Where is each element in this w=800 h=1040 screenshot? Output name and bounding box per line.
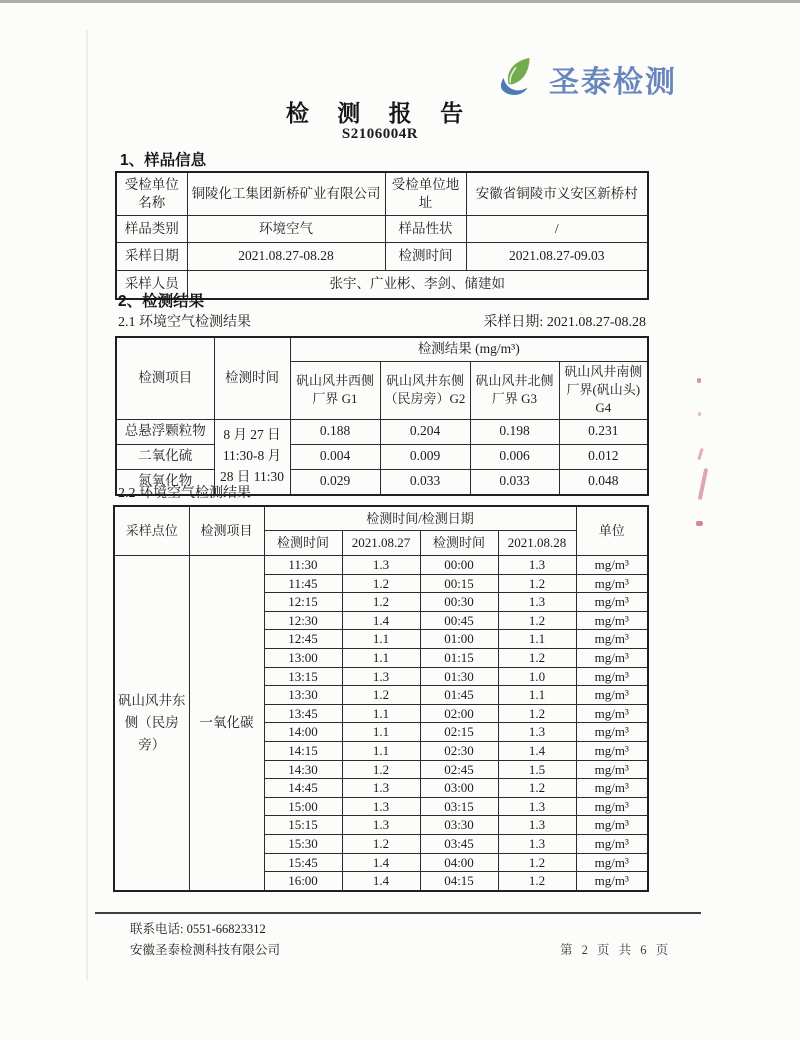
value-cell: 1.2 [498,574,576,593]
time-cell: 04:00 [420,853,498,872]
sub-header-date: 2021.08.28 [498,531,576,556]
time-cell: 02:00 [420,704,498,723]
value-cell: 0.204 [380,419,470,444]
col-header-item: 检测项目 [116,337,214,419]
unit-cell: mg/m³ [576,611,648,630]
value-cell: 1.3 [498,816,576,835]
value-cell: 1.3 [498,556,576,575]
parameter-cell: 总悬浮颗粒物 [116,419,214,444]
field-value: 铜陵化工集团新桥矿业有限公司 [187,172,385,216]
value-cell: 0.188 [290,419,380,444]
value-cell: 1.1 [498,686,576,705]
time-cell: 02:45 [420,760,498,779]
time-cell: 02:30 [420,741,498,760]
field-label: 检测时间 [385,243,466,271]
time-cell: 00:30 [420,593,498,612]
col-header-time: 检测时间 [214,337,290,419]
value-cell: 1.4 [342,611,420,630]
unit-cell: mg/m³ [576,872,648,891]
value-cell: 1.3 [342,779,420,798]
table-row [116,419,648,444]
value-cell: 1.3 [498,797,576,816]
value-cell: 0.033 [380,469,470,495]
value-cell: 1.2 [342,686,420,705]
unit-cell: mg/m³ [576,556,648,575]
time-cell: 04:15 [420,872,498,891]
time-cell: 00:15 [420,574,498,593]
time-cell: 03:30 [420,816,498,835]
footer-divider [95,912,701,914]
value-cell: 1.2 [342,834,420,853]
value-cell: 1.1 [342,723,420,742]
time-cell: 14:30 [264,760,342,779]
sub21-heading: 2.1 环境空气检测结果 [118,315,251,330]
value-cell: 1.1 [498,630,576,649]
value-cell: 1.3 [342,556,420,575]
parameter-cell: 一氧化碳 [189,556,264,891]
unit-cell: mg/m³ [576,779,648,798]
unit-cell: mg/m³ [576,574,648,593]
time-cell: 13:00 [264,648,342,667]
value-cell: 0.009 [380,444,470,469]
report-title: 检 测 报 告 [285,100,475,126]
parameter-cell: 氮氧化物 [116,469,214,495]
time-cell: 13:45 [264,704,342,723]
location-header: 矾山风井西侧厂界 G1 [290,362,380,420]
sub-header-time: 检测时间 [420,531,498,556]
time-cell: 01:30 [420,667,498,686]
value-cell: 1.1 [342,741,420,760]
time-cell: 00:00 [420,556,498,575]
parameter-cell: 二氧化硫 [116,444,214,469]
table22-body [114,556,648,891]
ink-bleed-mark [696,521,703,526]
co-time-series-table [113,505,649,892]
table-row [116,243,648,271]
field-value: 环境空气 [187,216,385,243]
value-cell: 1.2 [498,648,576,667]
field-label: 受检单位地址 [385,172,466,216]
time-range-cell: 8 月 27 日 11:30-8 月 28 日 11:30 [214,419,290,495]
value-cell: 1.1 [342,648,420,667]
time-cell: 01:45 [420,686,498,705]
table-row [116,444,648,469]
sample-info-table [115,171,649,300]
col-header-result: 检测结果 (mg/m³) [290,337,648,362]
sub-header-date: 2021.08.27 [342,531,420,556]
field-value: 安徽省铜陵市义安区新桥村 [466,172,648,216]
unit-cell: mg/m³ [576,704,648,723]
value-cell: 1.4 [342,872,420,891]
unit-cell: mg/m³ [576,667,648,686]
unit-cell: mg/m³ [576,630,648,649]
time-cell: 02:15 [420,723,498,742]
ink-bleed-mark [697,448,704,460]
value-cell: 1.3 [342,816,420,835]
value-cell: 1.1 [342,630,420,649]
value-cell: 1.2 [498,704,576,723]
table-row [116,172,648,216]
location-header: 矾山风井北侧厂界 G3 [470,362,559,420]
value-cell: 0.198 [470,419,559,444]
time-cell: 14:15 [264,741,342,760]
time-cell: 15:00 [264,797,342,816]
field-label: 采样人员 [116,271,187,300]
footer-phone: 联系电话: 0551-66823312 [130,922,266,936]
value-cell: 0.029 [290,469,380,495]
report-number: S2106004R [341,126,419,142]
col-header-item: 检测项目 [189,506,264,556]
value-cell: 1.2 [342,574,420,593]
value-cell: 1.1 [342,704,420,723]
value-cell: 1.2 [498,872,576,891]
time-cell: 03:45 [420,834,498,853]
time-cell: 00:45 [420,611,498,630]
value-cell: 0.033 [470,469,559,495]
header-row [116,337,648,362]
time-cell: 01:15 [420,648,498,667]
time-cell: 13:15 [264,667,342,686]
location-header: 矾山风井南侧厂界(矾山头) G4 [559,362,648,420]
time-cell: 01:00 [420,630,498,649]
value-cell: 1.3 [342,667,420,686]
field-value: 张宇、广业彬、李剑、储建如 [187,271,648,300]
value-cell: 1.2 [342,593,420,612]
value-cell: 1.0 [498,667,576,686]
value-cell: 1.4 [342,853,420,872]
sampling-point-cell: 矾山风井东侧（民房旁） [114,556,189,891]
time-cell: 12:15 [264,593,342,612]
value-cell: 1.2 [498,611,576,630]
value-cell: 1.5 [498,760,576,779]
value-cell: 1.3 [498,834,576,853]
sub22-heading: 2.2 环境空气检测结果 [118,486,251,501]
ink-bleed-mark [698,412,701,416]
value-cell: 1.2 [342,760,420,779]
section1-heading: 1、样品信息 [120,152,207,169]
location-header: 矾山风井东侧（民房旁）G2 [380,362,470,420]
unit-cell: mg/m³ [576,723,648,742]
ink-bleed-mark [698,468,709,500]
time-cell: 13:30 [264,686,342,705]
field-label: 样品性状 [385,216,466,243]
unit-cell: mg/m³ [576,797,648,816]
time-cell: 16:00 [264,872,342,891]
header-row [114,506,648,531]
field-label: 采样日期 [116,243,187,271]
value-cell: 0.006 [470,444,559,469]
time-cell: 11:45 [264,574,342,593]
unit-cell: mg/m³ [576,741,648,760]
field-label: 样品类别 [116,216,187,243]
col-header-timegroup: 检测时间/检测日期 [264,506,576,531]
unit-cell: mg/m³ [576,648,648,667]
air-results-table [115,336,649,496]
value-cell: 0.004 [290,444,380,469]
field-value: 2021.08.27-08.28 [187,243,385,271]
value-cell: 1.4 [498,741,576,760]
scan-edge-top [0,0,800,3]
time-cell: 03:15 [420,797,498,816]
time-cell: 15:45 [264,853,342,872]
value-cell: 1.2 [498,853,576,872]
unit-cell: mg/m³ [576,593,648,612]
value-cell: 1.2 [498,779,576,798]
unit-cell: mg/m³ [576,760,648,779]
col-header-unit: 单位 [576,506,648,556]
logo-text: 圣泰检测 [549,65,677,99]
ink-bleed-mark [697,378,701,383]
field-label: 受检单位名称 [116,172,187,216]
value-cell: 1.3 [342,797,420,816]
value-cell: 0.048 [559,469,648,495]
unit-cell: mg/m³ [576,686,648,705]
time-cell: 12:45 [264,630,342,649]
time-cell: 03:00 [420,779,498,798]
measurement-row [114,556,648,575]
field-value: 2021.08.27-09.03 [466,243,648,271]
value-cell: 0.012 [559,444,648,469]
value-cell: 0.231 [559,419,648,444]
sampling-date: 采样日期: 2021.08.27-08.28 [483,315,646,330]
scan-fold-line [86,30,88,980]
field-value: / [466,216,648,243]
page-indicator: 第 2 页 共 6 页 [560,943,672,957]
col-header-point: 采样点位 [114,506,189,556]
unit-cell: mg/m³ [576,834,648,853]
time-cell: 11:30 [264,556,342,575]
time-cell: 14:00 [264,723,342,742]
section2-heading: 2、检测结果 [118,293,205,310]
time-cell: 15:30 [264,834,342,853]
value-cell: 1.3 [498,723,576,742]
footer-company: 安徽圣泰检测科技有限公司 [130,943,281,957]
sub-header-time: 检测时间 [264,531,342,556]
time-cell: 15:15 [264,816,342,835]
time-cell: 12:30 [264,611,342,630]
table-row [116,216,648,243]
value-cell: 1.3 [498,593,576,612]
time-cell: 14:45 [264,779,342,798]
unit-cell: mg/m³ [576,853,648,872]
unit-cell: mg/m³ [576,816,648,835]
